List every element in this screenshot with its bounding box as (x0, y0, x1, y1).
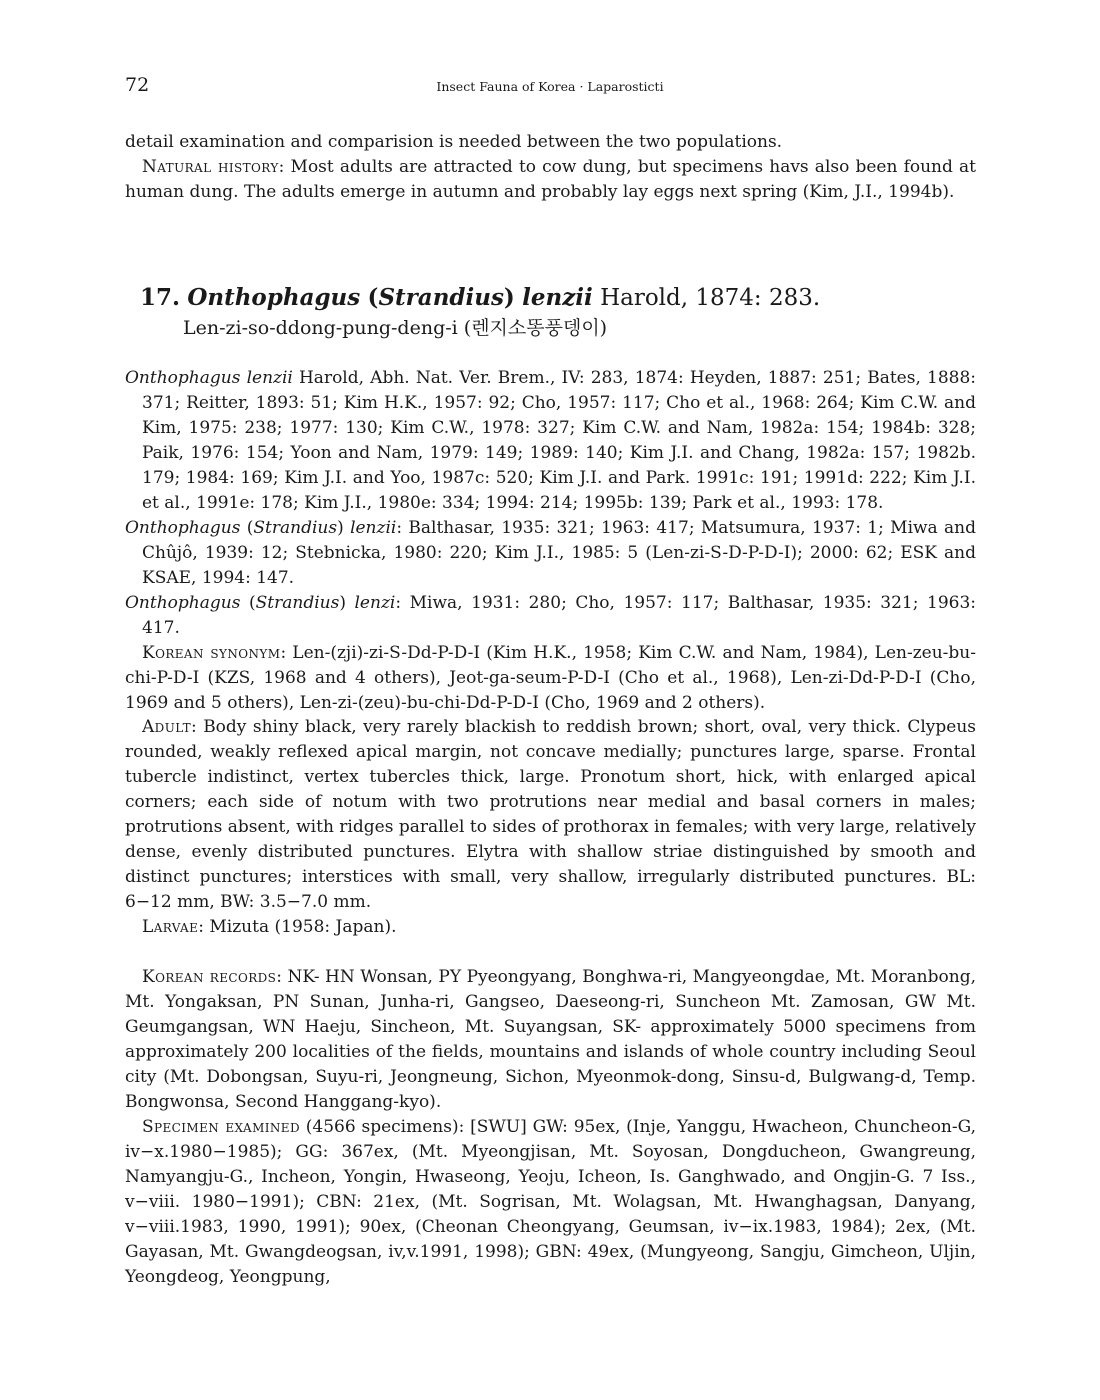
korean-synonym-text: : Len-(zji)-zi-S-Dd-P-D-I (Kim H.K., 1958; Kim C.W. and Nam, 1984), Len-zeu-bu-chi-P-D-I (KZS, 1968 and 4 others), Jeot-ga-seum-P-D-I (Cho et al., 1968), Len-zi-Dd-P-D-I (Cho, 1969 and 5 others), Len-zi-(zeu)-bu-chi-Dd-P-D-I (Cho, 1969 and 2 others). (125, 643, 976, 713)
synonym-references: Harold, Abh. Nat. Ver. Brem., IV: 283, 1874: Heyden, 1887: 251; Bates, 1888: 371; Reitter, 1893: 51; Kim H.K., 1957: 92; Cho, 1957: 117; Cho et al., 1968: 264; Kim C.W. and Kim, 1975: 238; 1977: 130; Kim C.W., 1978: 327; Kim C.W. and Nam, 1982a: 154; 1984b: 328; Paik, 1976: 154; Yoon and Nam, 1979: 149; 1989: 140; Kim J.I. and Chang, 1982a: 157; 1982b. 179; 1984: 169; Kim J.I. and Yoo, 1987c: 520; Kim J.I. and Park. 1991c: 191; 1991d: 222; Kim J.I. et al., 1991e: 178; Kim J.I., 1980e: 334; 1994: 214; 1995b: 139; Park et al., 1993: 178. (142, 368, 976, 513)
running-head: Insect Fauna of Korea · Laparosticti (436, 79, 664, 94)
open-paren: ( (367, 284, 379, 311)
intro-line: detail examination and comparision is needed between the two populations. (125, 132, 783, 152)
species-genus: Onthophagus (187, 284, 361, 311)
specimens-paragraph (125, 1115, 976, 1290)
species-heading (140, 283, 960, 313)
common-name: Len-zi-so-ddong-pung-deng-i (렌지소똥풍뎅이) (183, 317, 608, 339)
synonym-genus: Onthophagus (125, 518, 241, 538)
korean-synonym-paragraph (125, 641, 976, 716)
synonym-genus: Onthophagus (125, 593, 241, 613)
page-number: 72 (125, 74, 150, 96)
species-number: 17. (140, 284, 181, 311)
korean-records-label: Korean records (142, 967, 277, 987)
synonym-subgenus: Strandius (255, 593, 340, 613)
adult-label: Adult (142, 717, 192, 737)
species-authority: Harold, 1874: 283. (600, 285, 821, 311)
synonym-epithet: lenzii (350, 518, 397, 538)
intro-section (125, 130, 976, 205)
natural-history-label: Natural history (142, 157, 279, 177)
synonym-epithet: lenzi (354, 593, 396, 613)
records-section (125, 965, 976, 1290)
korean-records-paragraph (125, 965, 976, 1115)
adult-text: : Body shiny black, very rarely blackish to reddish brown; short, oval, very thick. Clypeus rounded, weakly reflexed apical margin, not concave medially; punctures large, sparse. Frontal tubercle indistinct, vertex tubercles thick, large. Pronotum short, hick, with enlarged apical corners; each side of notum with two protrutions near medial and basal corners in males; protrutions absent, with ridges parallel to sides of prothorax in females; with very large, relatively dense, evenly distributed punctures. Elytra with shallow striae distinguished by smooth and distinct punctures; interstices with small, very shallow, irregularly distributed punctures. BL: 6−12 mm, BW: 3.5−7.0 mm. (125, 717, 976, 912)
adult-paragraph (125, 715, 976, 915)
specimens-label: Specimen examined (142, 1117, 300, 1137)
korean-synonym-label: Korean synonym (142, 643, 281, 663)
synonym-references: : Miwa, 1931: 280; Cho, 1957: 117; Balthasar, 1935: 321; 1963: 417. (142, 593, 976, 638)
synonym-subgenus: Strandius (253, 518, 338, 538)
synonymy-entry (125, 366, 976, 516)
species-subgenus: Strandius (378, 284, 504, 311)
close-paren: ) (503, 284, 515, 311)
description-section (125, 715, 976, 940)
synonym-name: Onthophagus lenzii (125, 368, 293, 388)
natural-history-paragraph (125, 155, 976, 205)
species-epithet: lenzii (522, 284, 593, 311)
synonymy-entry: Onthophagus (Strandius) lenzi: Miwa, 1931: 280; Cho, 1957: 117; Balthasar, 1935: 321; 1963: 417. (125, 593, 976, 638)
larvae-text: : Mizuta (1958: Japan). (198, 917, 397, 937)
larvae-paragraph (125, 915, 976, 940)
korean-records-text: : NK- HN Wonsan, PY Pyeongyang, Bonghwa-ri, Mangyeongdae, Mt. Moranbong, Mt. Yongaksan, PN Sunan, Junha-ri, Gangseo, Daeseong-ri, Suncheon Mt. Zamosan, GW Mt. Geumgangsan, WN Haeju, Sincheon, Mt. Suyangsan, SK- approximately 5000 specimens from approximately 200 localities of the fields, mountains and islands of whole country including Seoul city (Mt. Dobongsan, Suyu-ri, Jeongneung, Sichon, Myeonmok-dong, Sinsu-d, Bulgwang-d, Temp. Bongwonsa, Second Hanggang-kyo). (125, 967, 976, 1112)
synonym-references: : Balthasar, 1935: 321; 1963: 417; Matsumura, 1937: 1; Miwa and Chûjô, 1939: 12; Stebnicka, 1980: 220; Kim J.I., 1985: 5 (Len-zi-S-D-P-D-I); 2000: 62; ESK and KSAE, 1994: 147. (142, 518, 976, 588)
specimens-text: (4566 specimens): [SWU] GW: 95ex, (Inje, Yanggu, Hwacheon, Chuncheon-G, iv−x.1980−1985); GG: 367ex, (Mt. Myeongjisan, Mt. Soyosan, Dongducheon, Gwangreung, Namyangju-G., Incheon, Yongin, Hwaseong, Yeoju, Icheon, Is. Ganghwado, and Ongjin-G. 7 Iss., v−viii. 1980−1991); CBN: 21ex, (Mt. Sogrisan, Mt. Wolagsan, Mt. Hwanghagsan, Danyang, v−viii.1983, 1990, 1991); 90ex, (Cheonan Cheongyang, Geumsan, iv−ix.1983, 1984); 2ex, (Mt. Gayasan, Mt. Gwangdeogsan, iv,v.1991, 1998); GBN: 49ex, (Mungyeong, Sangju, Gimcheon, Uljin, Yeongdeog, Yeongpung, (125, 1117, 976, 1287)
synonymy-section (125, 366, 976, 716)
natural-history-text: : Most adults are attracted to cow dung, but specimens havs also been found at human dung. The adults emerge in autumn and probably lay eggs next spring (Kim, J.I., 1994b). (125, 157, 976, 202)
larvae-label: Larvae (142, 917, 199, 937)
synonymy-entry: Onthophagus (Strandius) lenzii: Balthasar, 1935: 321; 1963: 417; Matsumura, 1937: 1; Miwa and Chûjô, 1939: 12; Stebnicka, 1980: 220; Kim J.I., 1985: 5 (Len-zi-S-D-P-D-I); 2000: 62; ESK and KSAE, 1994: 147. (125, 518, 976, 588)
